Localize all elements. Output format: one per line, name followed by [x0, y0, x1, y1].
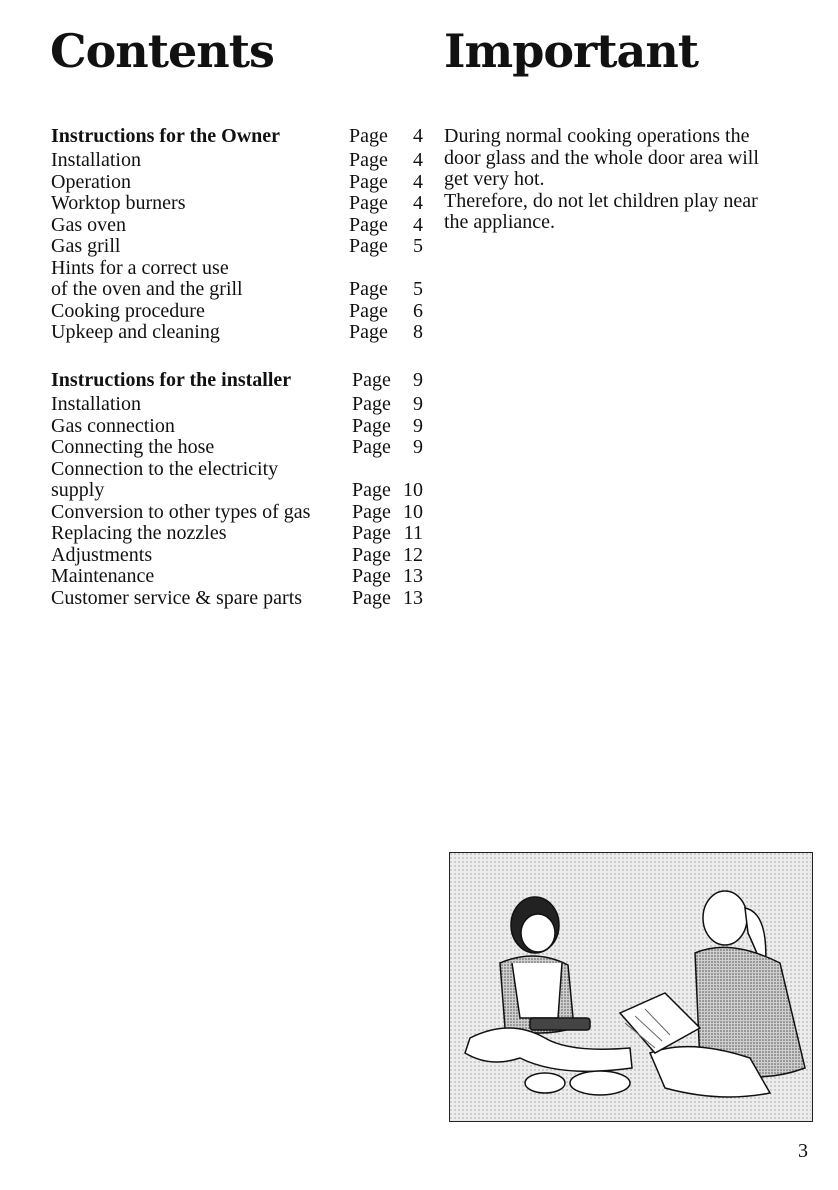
toc-label: Replacing the nozzles [51, 522, 227, 544]
toc-page-number: 8 [413, 321, 423, 343]
toc-page-word: Page [352, 479, 391, 501]
toc-label: Instructions for the Owner [51, 125, 281, 147]
toc-page-number: 10 [403, 479, 423, 501]
toc-label: Customer service & spare parts [51, 586, 303, 609]
toc-page-number: 9 [413, 436, 423, 458]
important-title: Important [444, 24, 699, 78]
toc-label: Connecting the hose [51, 436, 215, 458]
contents-title: Contents [50, 24, 274, 78]
toc-page-number: 5 [413, 278, 423, 300]
toc-page-number: 9 [413, 369, 423, 391]
toc-page-word: Page [349, 149, 388, 171]
warning-line: Therefore, do not let children play near [444, 189, 758, 212]
warning-line: the appliance. [444, 211, 556, 233]
toc-label: supply [51, 479, 105, 501]
toc-page-number: 4 [413, 213, 423, 236]
toc-page-number: 9 [413, 414, 423, 437]
toc-page-number: 11 [403, 522, 423, 544]
toc-label: Installation [51, 149, 141, 171]
toc-label: Gas oven [51, 213, 126, 236]
toc-label: Upkeep and cleaning [51, 321, 220, 343]
toc-page-word: Page [352, 522, 391, 544]
warning-line: door glass and the whole door area will [444, 146, 759, 169]
toc-page-number: 4 [413, 170, 423, 193]
toc-page-number: 13 [403, 586, 423, 609]
page-number: 3 [798, 1140, 808, 1162]
toc-page-word: Page [349, 213, 388, 236]
toc-page-number: 5 [413, 235, 423, 257]
toc-label: Gas grill [51, 235, 121, 257]
toc-label: Instructions for the installer [51, 369, 292, 391]
toc-label: Maintenance [51, 565, 155, 587]
toc-label: Installation [51, 393, 141, 415]
toc-page-number: 9 [413, 393, 423, 415]
toc-page-word: Page [352, 393, 391, 415]
toc-page-number: 13 [403, 565, 423, 587]
toc-page-word: Page [349, 278, 388, 300]
toc-label: Adjustments [51, 543, 153, 566]
warning-line: get very hot. [444, 168, 545, 190]
toc-page-number: 4 [413, 149, 423, 171]
toc-page-word: Page [352, 500, 391, 523]
toc-label: Gas connection [51, 414, 175, 437]
toc-label: Operation [51, 170, 131, 193]
toc-page-word: Page [352, 369, 391, 391]
toc-label: Conversion to other types of gas [51, 500, 311, 523]
warning-line: During normal cooking operations the [444, 125, 750, 147]
toc-page-number: 4 [413, 125, 423, 147]
children-playing-illustration [449, 852, 813, 1122]
toc-page-word: Page [352, 543, 391, 566]
toc-page-word: Page [352, 565, 391, 587]
toc-page-number: 4 [413, 192, 423, 214]
toc-page-word: Page [349, 235, 388, 257]
toc-page-number: 10 [403, 500, 423, 523]
toc-label: Worktop burners [51, 192, 186, 214]
toc-page-word: Page [349, 299, 388, 322]
toc-page-word: Page [352, 586, 391, 609]
toc-label: of the oven and the grill [51, 278, 243, 300]
toc-page-word: Page [349, 321, 388, 343]
toc-label: Connection to the electricity [51, 457, 279, 480]
toc-page-word: Page [349, 192, 388, 214]
toc-page-number: 12 [403, 543, 423, 566]
toc-page-word: Page [352, 436, 391, 458]
toc-page-word: Page [352, 414, 391, 437]
toc-label: Cooking procedure [51, 299, 205, 322]
illustration-drawing [450, 853, 811, 1120]
important-warning-text [444, 126, 804, 234]
toc-page-number: 6 [413, 299, 423, 322]
toc-page-word: Page [349, 125, 388, 147]
toc-label: Hints for a correct use [51, 256, 229, 279]
toc-page-word: Page [349, 170, 388, 193]
